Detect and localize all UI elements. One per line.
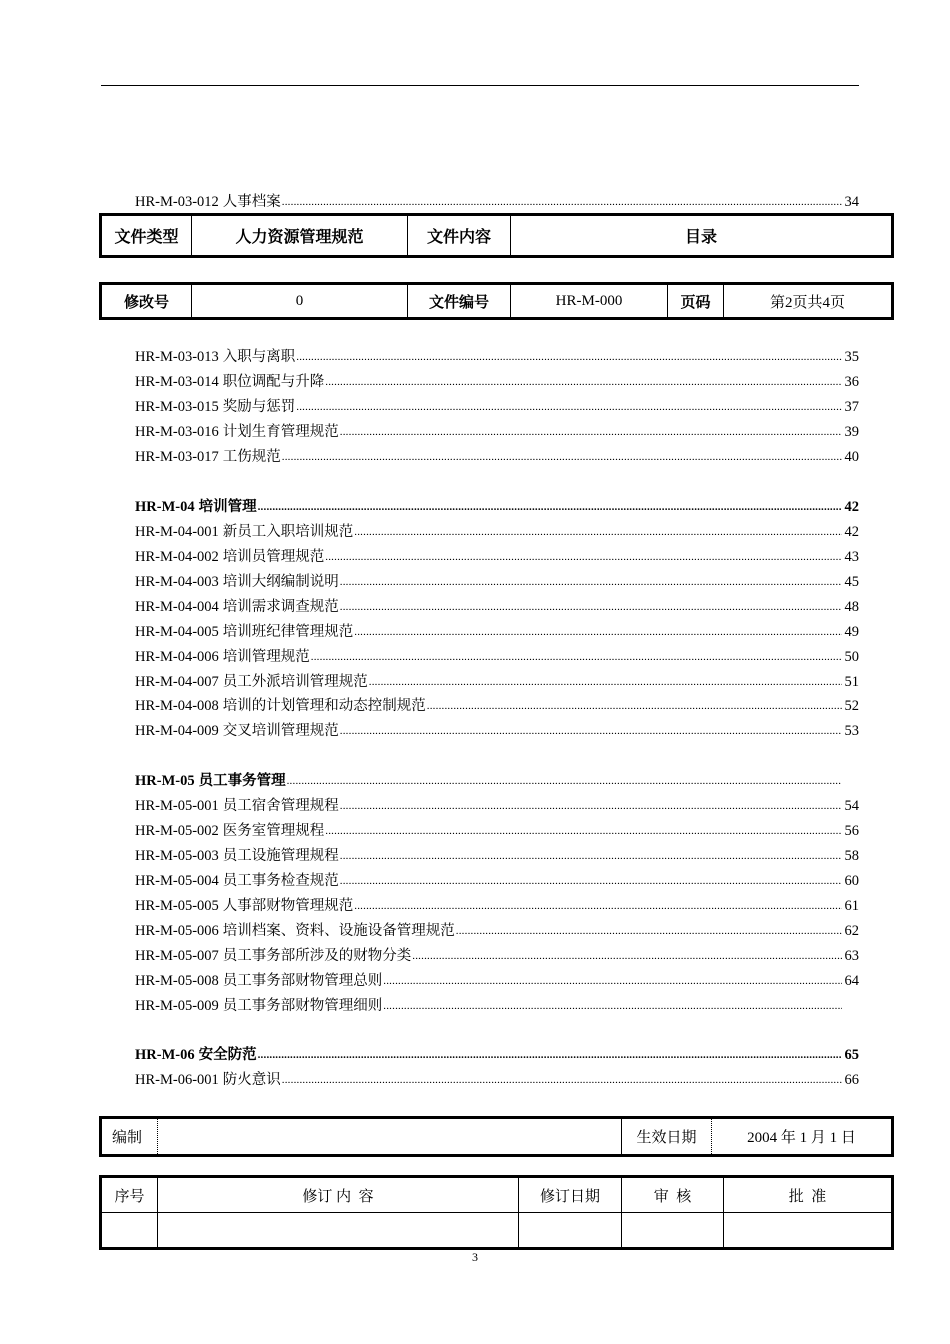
toc-leader-dots [311,647,842,667]
toc-leader-dots [325,821,842,841]
toc-entry[interactable] [135,545,859,567]
toc-page: 61 [844,898,859,914]
toc-code: HR-M-03-012 [135,194,219,210]
toc-page: 52 [844,698,859,714]
toc-code: HR-M-05-008 [135,973,219,989]
toc-title: 员工事务管理 [198,773,286,789]
toc-code: HR-M-04-007 [135,674,219,690]
toc-entry[interactable] [135,345,859,367]
toc-entry[interactable] [135,719,859,741]
doc-type-label: 文件类型 [102,216,192,256]
toc-page: 39 [844,424,859,440]
toc-title: 员工外派培训管理规范 [222,674,368,690]
compile-value [158,1119,622,1155]
toc-title: 防火意识 [222,1072,281,1088]
rev-cell [724,1213,892,1248]
toc-code: HR-M-03-013 [135,349,219,365]
toc-code: HR-M-05-002 [135,823,219,839]
toc-entry[interactable] [135,994,859,1016]
toc-leader-dots [340,846,842,866]
toc-title: 奖励与惩罚 [222,399,296,415]
doc-type-value: 人力资源管理规范 [192,216,408,256]
toc-leader-dots [325,547,842,567]
toc-title: 人事部财物管理规范 [222,898,354,914]
page-number: 3 [472,1250,478,1264]
toc-code: HR-M-04 [135,499,195,515]
toc-code: HR-M-06 [135,1047,195,1063]
toc-page: 54 [844,798,859,814]
toc-leader-dots [340,721,842,741]
rev-col-content: 修订 内 容 [158,1178,519,1213]
toc-code: HR-M-04-003 [135,574,219,590]
toc-page: 62 [844,923,859,939]
toc-title: 职位调配与升降 [222,374,325,390]
toc-entry[interactable] [135,445,859,467]
toc-entry[interactable] [135,670,859,692]
doc-header-table [101,215,892,256]
table-row [102,1213,892,1248]
toc-section-heading[interactable] [135,495,859,517]
page-value: 第2页共4页 [724,285,892,318]
toc-code: HR-M-05-005 [135,898,219,914]
doc-number-value: HR-M-000 [511,285,668,318]
toc-title: 培训管理规范 [222,649,310,665]
toc-section-heading[interactable] [135,769,859,791]
toc-entry[interactable] [135,420,859,442]
toc-page: 64 [844,973,859,989]
toc-title: 计划生育管理规范 [222,424,339,440]
toc-entry[interactable] [135,520,859,542]
toc-title: 员工宿舍管理规程 [222,798,339,814]
toc-title: 培训大纲编制说明 [222,574,339,590]
toc-entry[interactable] [135,969,859,991]
toc-leader-dots [354,622,842,642]
toc-leader-dots [340,796,842,816]
doc-info-table [101,284,892,318]
toc-title: 培训班纪律管理规范 [222,624,354,640]
toc-title: 员工事务部财物管理总则 [222,973,383,989]
toc-page: 36 [844,374,859,390]
rev-cell [102,1213,158,1248]
toc-page: 48 [844,599,859,615]
toc-title: 培训需求调查规范 [222,599,339,615]
toc-entry[interactable] [135,620,859,642]
toc-page: 56 [844,823,859,839]
toc-code: HR-M-03-017 [135,449,219,465]
toc-title: 员工事务部财物管理细则 [222,998,383,1014]
toc-title: 培训管理 [198,499,257,515]
effective-date-value: 2004 年 1 月 1 日 [712,1119,892,1155]
revision-value: 0 [192,285,408,318]
revision-history-table [101,1177,892,1248]
toc-entry[interactable] [135,819,859,841]
toc-code: HR-M-04-005 [135,624,219,640]
toc-code: HR-M-03-014 [135,374,219,390]
toc-leader-dots [258,1045,842,1065]
toc-title: 培训员管理规范 [222,549,325,565]
toc-leader-dots [282,192,842,212]
effective-date-label: 生效日期 [622,1119,712,1155]
toc-entry[interactable] [135,894,859,916]
toc-page: 51 [844,674,859,690]
toc-leader-dots [296,347,842,367]
toc-leader-dots [383,996,842,1016]
toc-page: 45 [844,574,859,590]
toc-leader-dots [412,946,842,966]
toc-entry[interactable] [135,1068,859,1090]
toc-title: 人事档案 [222,194,281,210]
toc-section-heading[interactable] [135,1043,859,1065]
toc-leader-dots [282,447,842,467]
toc-code: HR-M-03-016 [135,424,219,440]
toc-code: HR-M-05-007 [135,948,219,964]
doc-number-label: 文件编号 [408,285,511,318]
toc-title: 员工事务部所涉及的财物分类 [222,948,412,964]
rev-cell [519,1213,622,1248]
toc-entry[interactable] [135,794,859,816]
toc-entry[interactable] [135,944,859,966]
toc-entry[interactable] [135,190,859,212]
toc-leader-dots [282,1070,842,1090]
toc-code: HR-M-06-001 [135,1072,219,1088]
toc-code: HR-M-05-006 [135,923,219,939]
toc-code: HR-M-04-008 [135,698,219,714]
toc-page: 49 [844,624,859,640]
toc-code: HR-M-03-015 [135,399,219,415]
toc-entry[interactable] [135,919,859,941]
toc-leader-dots [456,921,842,941]
toc-title: 新员工入职培训规范 [222,524,354,540]
toc-page: 65 [844,1047,859,1063]
compile-label: 编制 [102,1119,158,1155]
toc-title: 员工事务检查规范 [222,873,339,889]
toc-entry[interactable] [135,645,859,667]
toc-leader-dots [354,522,842,542]
toc-title: 培训的计划管理和动态控制规范 [222,698,426,714]
toc-leader-dots [427,696,842,716]
toc-code: HR-M-04-009 [135,723,219,739]
toc-title: 培训档案、资料、设施设备管理规范 [222,923,455,939]
toc-title: 员工设施管理规程 [222,848,339,864]
toc-code: HR-M-05-004 [135,873,219,889]
toc-title: 交叉培训管理规范 [222,723,339,739]
toc-entry[interactable] [135,570,859,592]
toc-entry[interactable] [135,844,859,866]
toc-entry[interactable] [135,395,859,417]
toc-leader-dots [369,672,842,692]
doc-content-value: 目录 [511,216,892,256]
rev-col-approve: 批 准 [724,1178,892,1213]
toc-entry[interactable] [135,869,859,891]
toc-page: 40 [844,449,859,465]
compile-table [101,1118,892,1155]
toc-page: 60 [844,873,859,889]
toc-page: 42 [844,524,859,540]
toc-leader-dots [354,896,842,916]
toc-leader-dots [296,397,842,417]
toc-page: 50 [844,649,859,665]
rev-col-date: 修订日期 [519,1178,622,1213]
toc-page: 63 [844,948,859,964]
toc-title: 入职与离职 [222,349,296,365]
rev-cell [622,1213,724,1248]
toc-page: 66 [844,1072,859,1088]
toc-leader-dots [340,597,842,617]
toc-page: 35 [844,349,859,365]
toc-leader-dots [340,572,842,592]
toc-leader-dots [287,771,842,791]
toc-code: HR-M-05-001 [135,798,219,814]
header-rule [101,85,859,86]
toc-leader-dots [383,971,842,991]
toc-page: 42 [844,499,859,515]
toc-title: 医务室管理规程 [222,823,325,839]
doc-content-label: 文件内容 [408,216,511,256]
rev-col-review: 审 核 [622,1178,724,1213]
toc-page: 58 [844,848,859,864]
toc-code: HR-M-05-003 [135,848,219,864]
revision-label: 修改号 [102,285,192,318]
toc-leader-dots [340,422,842,442]
toc-title: 工伤规范 [222,449,281,465]
rev-cell [158,1213,519,1248]
rev-col-seq: 序号 [102,1178,158,1213]
toc-code: HR-M-04-004 [135,599,219,615]
toc-code: HR-M-04-006 [135,649,219,665]
toc-page: 34 [844,194,859,210]
toc-code: HR-M-05-009 [135,998,219,1014]
toc-entry[interactable] [135,370,859,392]
page-label: 页码 [668,285,724,318]
toc-leader-dots [325,372,842,392]
toc-code: HR-M-05 [135,773,195,789]
toc-title: 安全防范 [198,1047,257,1063]
toc-code: HR-M-04-001 [135,524,219,540]
toc-leader-dots [340,871,842,891]
toc-entry[interactable] [135,694,859,716]
toc-entry[interactable] [135,595,859,617]
toc-code: HR-M-04-002 [135,549,219,565]
toc-page: 43 [844,549,859,565]
toc-page: 37 [844,399,859,415]
toc-page: 53 [844,723,859,739]
toc-leader-dots [258,497,842,517]
